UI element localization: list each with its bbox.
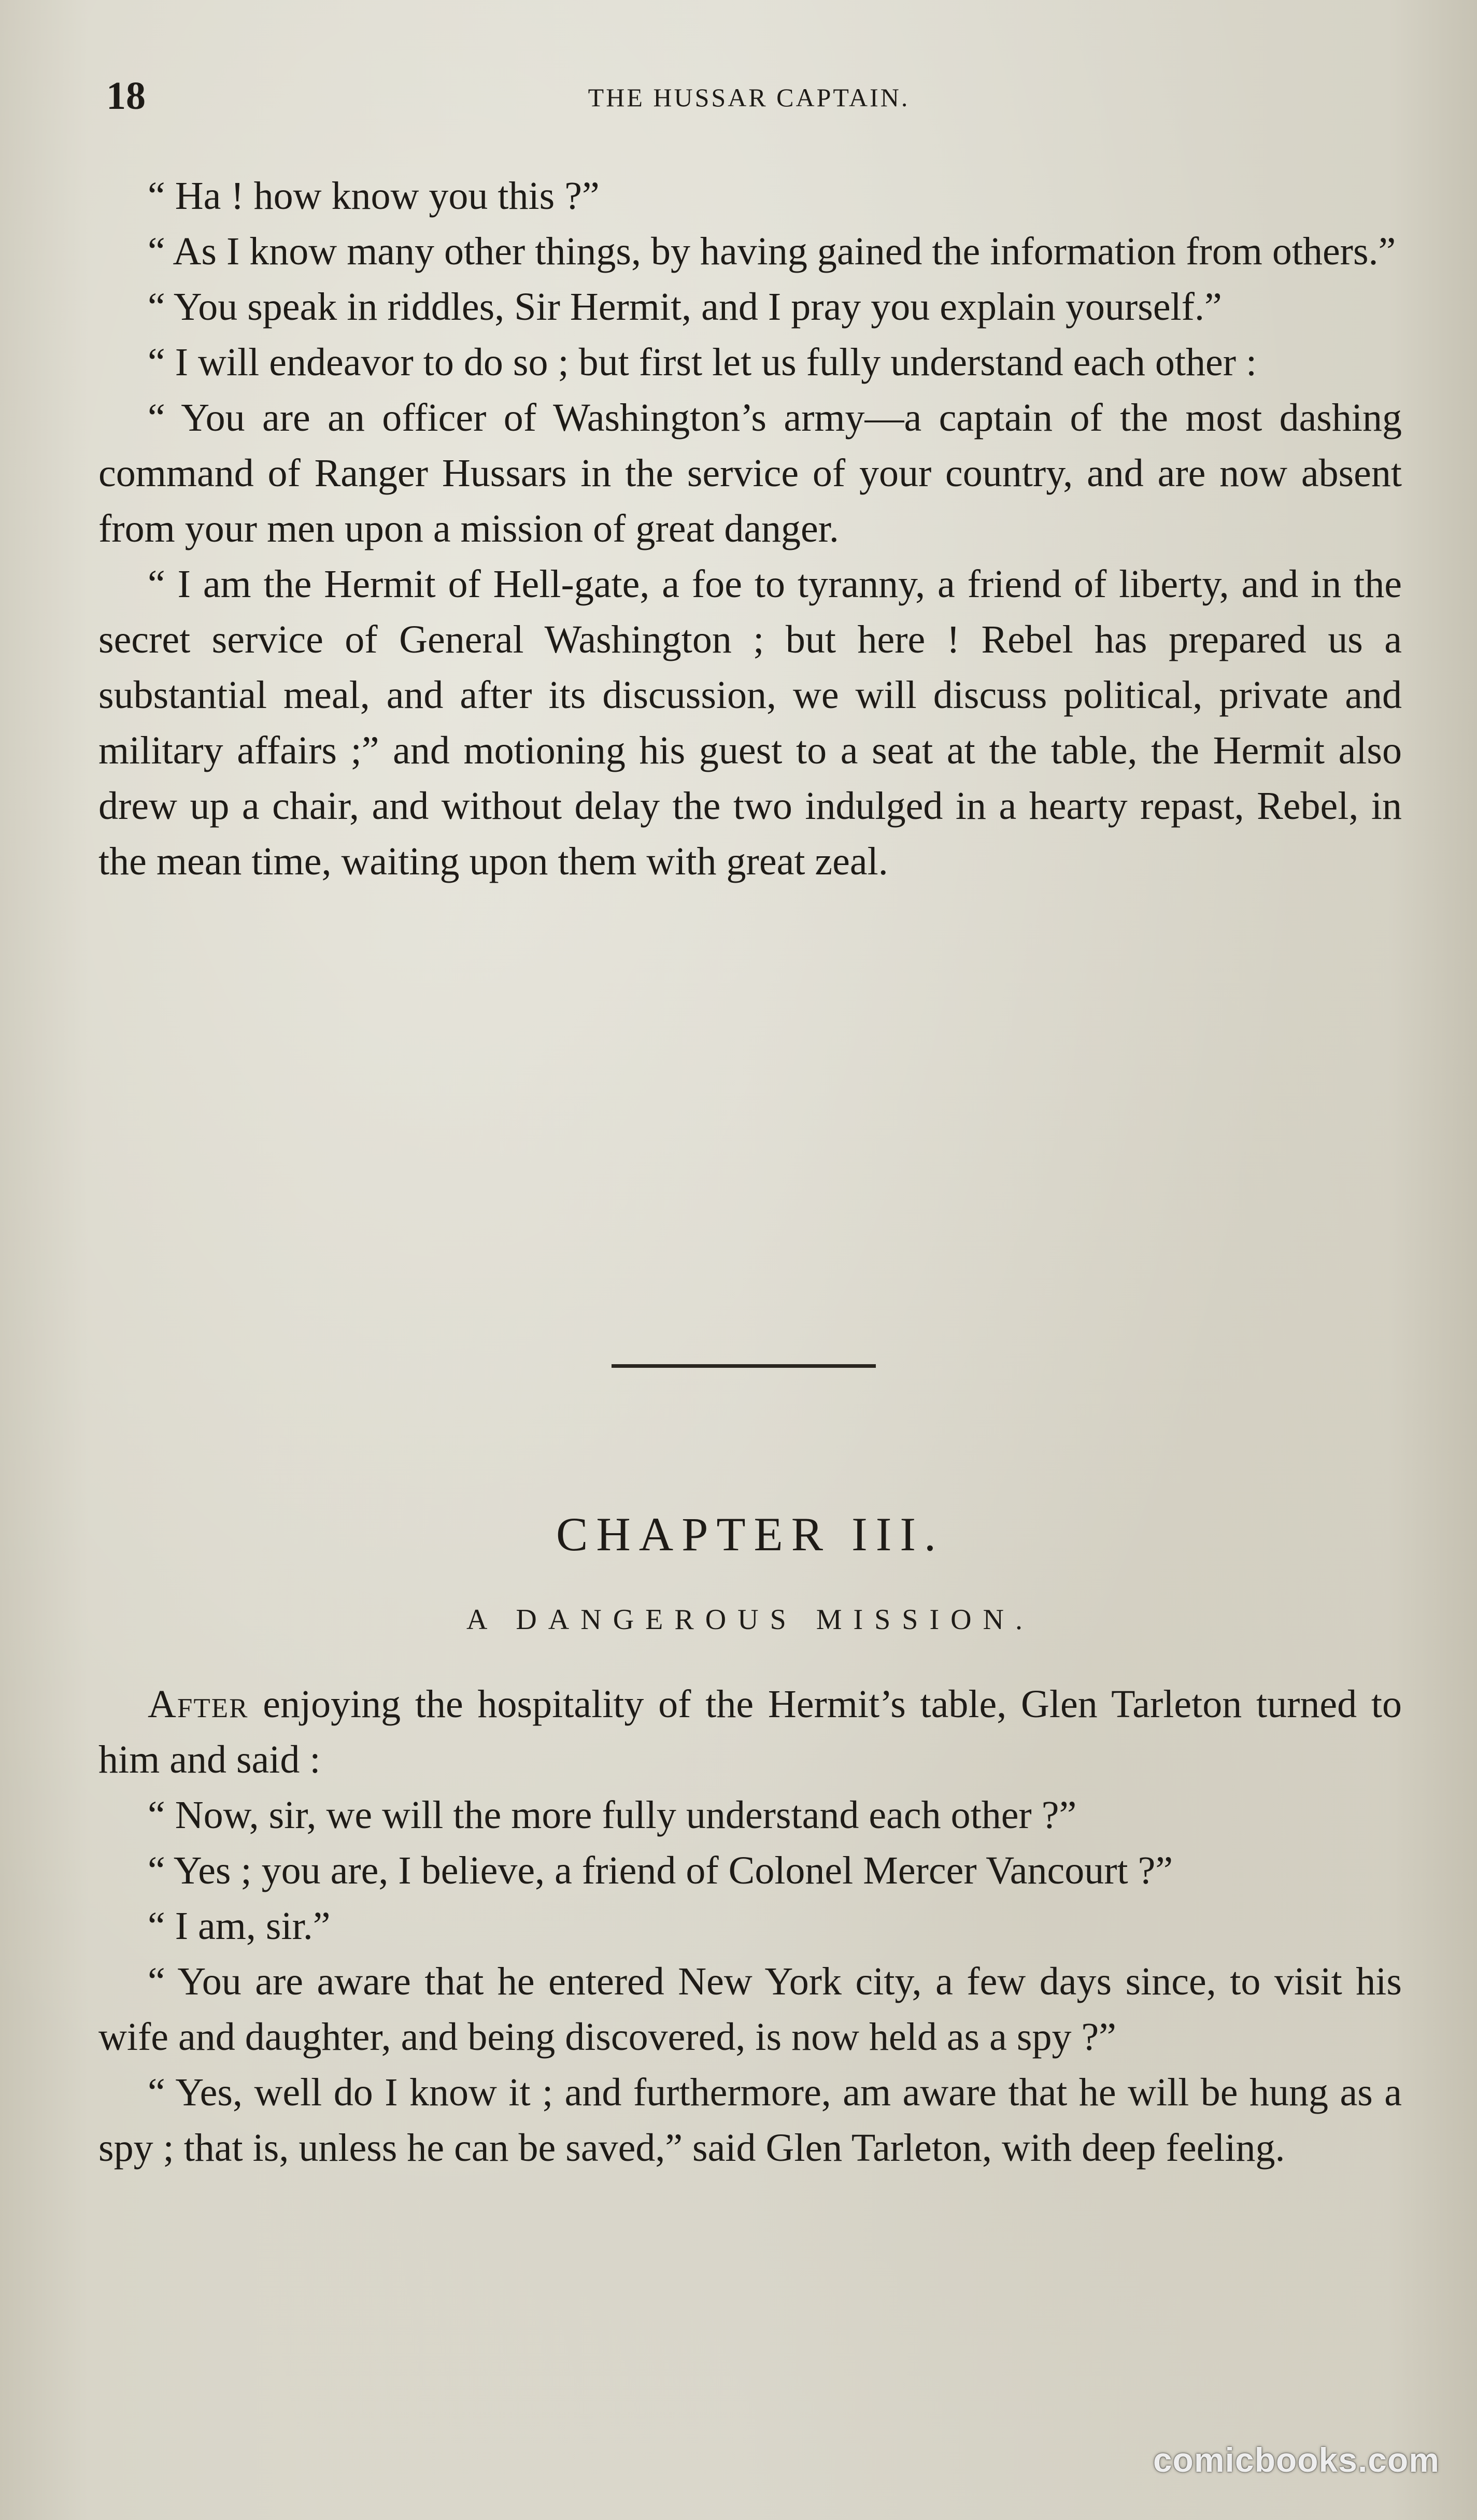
opening-paragraph — [98, 1677, 1402, 1788]
page-header — [106, 67, 1391, 124]
paragraph: “ I will endeavor to do so ; but first let us fully understand each other : — [148, 341, 1257, 384]
opening-paragraph-text: enjoying the hospitality of the Hermit’s table, Glen Tarleton turned to him and said : — [98, 1682, 1402, 1781]
section-one-text — [98, 168, 1402, 889]
paragraph: “ Ha ! how know you this ?” — [148, 174, 600, 218]
paragraph: “ You are aware that he entered New York city, a few days since, to visit his wife and daughter, and being discovered, is now held as a spy ?” — [98, 1960, 1402, 2059]
page-number: 18 — [106, 74, 146, 118]
paragraph: “ I am the Hermit of Hell-gate, a foe to tyranny, a friend of liberty, and in the secret service of General Washington ; but here ! Rebel has prepared us a substantial meal, and after its discussion, we will discuss political, private and military affairs ;” and motioning his guest to a seat at the table, the Hermit also drew up a chair, and without delay the two indulged in a hearty repast, Rebel, in the mean time, waiting upon them with great zeal. — [98, 562, 1402, 883]
section-two-text — [98, 1677, 1402, 2176]
paragraph: “ Yes, well do I know it ; and furthermore, am aware that he will be hung as a spy ; that is, unless he can be saved,” said Glen Tarleton, with deep feeling. — [98, 2071, 1402, 2170]
lead-word: After — [148, 1682, 249, 1726]
chapter-subtitle: A DANGEROUS MISSION. — [466, 1604, 1034, 1636]
section-divider — [612, 1364, 876, 1368]
running-title: THE HUSSAR CAPTAIN. — [588, 83, 910, 112]
chapter-title: CHAPTER III. — [556, 1508, 945, 1561]
paragraph: “ Yes ; you are, I believe, a friend of Colonel Mercer Vancourt ?” — [148, 1849, 1173, 1892]
paragraph: “ You are an officer of Washington’s army—a captain of the most dashing command of Ranger Hussars in the service of your country, and are now absent from your men upon a mission of great danger. — [98, 396, 1402, 550]
site-watermark: comicbooks.com — [1153, 2441, 1440, 2479]
paragraph: “ I am, sir.” — [148, 1904, 331, 1948]
paragraph: “ As I know many other things, by having gained the information from others.” — [148, 230, 1396, 273]
paragraph: “ You speak in riddles, Sir Hermit, and I pray you explain yourself.” — [148, 285, 1222, 329]
paragraph: “ Now, sir, we will the more fully understand each other ?” — [148, 1793, 1077, 1837]
